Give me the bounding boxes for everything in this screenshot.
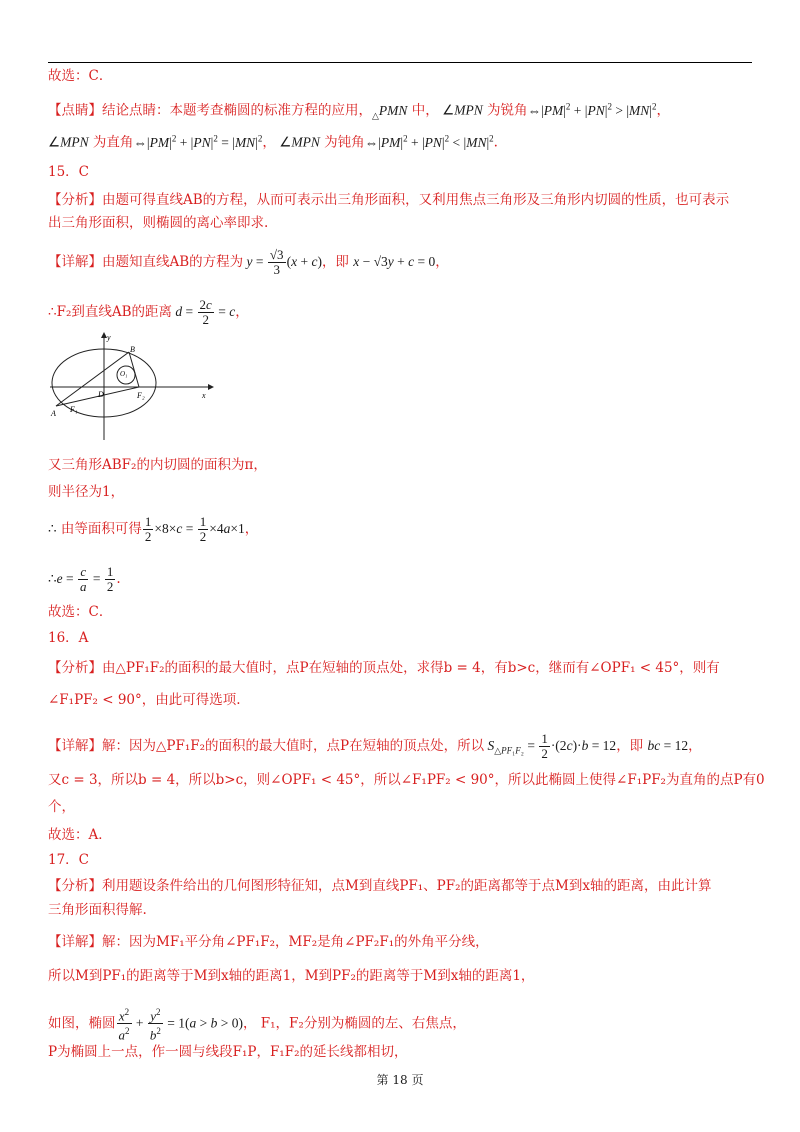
point-f2-label: F₂ — [137, 391, 145, 400]
detail-15-line-6: ∴e = $\frac{c}{a}$ = $\frac{1}{2}$ . — [48, 564, 121, 594]
ellipse-incircle-figure — [48, 330, 218, 442]
analysis-15-line-1: 【分析】由题可得直线AB的方程，从而可表示出三角形面积，又利用焦点三角形及三角形内切圆的性质，也可表示 — [48, 192, 730, 208]
detail-15-line-4: 则半径为1， — [48, 484, 125, 500]
analysis-17-line-2: 三角形面积得解. — [48, 902, 147, 918]
point-o1-label: O₁ — [120, 370, 128, 378]
summary-line-1: 【点睛】结论点睛：本题考查椭圆的标准方程的应用，$_\triangle$PMN 中， ∠MPN 为锐角$\Leftrightarrow|PM|^2 + |PN|^2 > |MN|^2$， — [48, 101, 670, 121]
detail-16-line-1: 【详解】解：因为△PF₁F₂的面积的最大值时，点P在短轴的顶点处，所以 $S_{\triangle PF_1F_2}$ = $\frac{1}{2}$ ·(2c)·b = 12，即 bc = 12， — [48, 731, 702, 761]
question-15-header: 15．C — [48, 164, 90, 180]
detail-15-line-1: 【详解】由题知直线AB的方程为 y = $\frac{√3}{3}$ (x + c)，即 x − √3y + c = 0， — [48, 247, 449, 277]
answer-line-16: 故选：A． — [48, 827, 112, 843]
detail-17-line-2: 所以M到PF₁的距离等于M到x轴的距离1，M到PF₂的距离等于M到x轴的距离1， — [48, 968, 535, 984]
detail-17-line-4: P为椭圆上一点，作一圆与线段F₁P，F₁F₂的延长线都相切， — [48, 1044, 408, 1060]
question-17-header: 17．C — [48, 852, 90, 868]
detail-16-line-2: 又c = 3，所以b = 4，所以b>c，则∠OPF₁ < 45°，所以∠F₁PF₂ < 90°，所以此椭圆上使得∠F₁PF₂为直角的点P有0 — [48, 772, 765, 788]
detail-15-line-3: 又三角形ABF₂的内切圆的面积为π， — [48, 457, 267, 473]
detail-15-line-2: ∴F₂到直线AB的距离 d = $\frac{2c}{2}$ = c， — [48, 297, 249, 327]
analysis-16-line-2: ∠F₁PF₂ < 90°，由此可得选项. — [48, 692, 241, 708]
analysis-17-line-1: 【分析】利用题设条件给出的几何图形特征知，点M到直线PF₁、PF₂的距离都等于点M到x轴的距离，由此计算 — [48, 878, 712, 894]
page-number-footer: 第 18 页 — [376, 1073, 424, 1087]
axis-x-label: x — [202, 391, 206, 400]
detail-17-line-1: 【详解】解：因为MF₁平分角∠PF₁F₂，MF₂是角∠PF₂F₁的外角平分线， — [48, 934, 489, 950]
point-b-label: B — [130, 345, 135, 354]
question-16-header: 16．A — [48, 630, 89, 646]
analysis-15-line-2: 出三角形面积，则椭圆的离心率即求. — [48, 215, 269, 231]
axis-y-label: y — [107, 333, 111, 342]
analysis-16-line-1: 【分析】由△PF₁F₂的面积的最大值时，点P在短轴的顶点处，求得b = 4，有b>c，继而有∠OPF₁ < 45°，则有 — [48, 660, 720, 676]
answer-line-14: 故选：C． — [48, 68, 113, 84]
detail-15-line-5: ∴ 由等面积可得 $\frac{1}{2}$ ×8×c = $\frac{1}{2}$ ×4a×1， — [48, 514, 259, 544]
detail-17-line-3: 如图，椭圆 $\frac{x^2}{a^2}$ + $\frac{y^2}{b^2}$ = 1(a > b > 0)， F₁，F₂分别为椭圆的左、右焦点， — [48, 1007, 466, 1043]
answer-line-15: 故选：C． — [48, 604, 113, 620]
point-a-label: A — [51, 409, 56, 418]
top-rule — [48, 62, 752, 63]
summary-line-2: ∠MPN 为直角$\Leftrightarrow|PM|^2 + |PN|^2 = |MN|^2$， ∠MPN 为钝角$\Leftrightarrow|PM|^2 + |PN|^2 < |MN|^2$. — [48, 133, 498, 151]
point-d-label: D — [98, 390, 104, 399]
point-f1-label: F₁ — [70, 405, 78, 414]
detail-16-line-3: 个， — [48, 799, 75, 815]
